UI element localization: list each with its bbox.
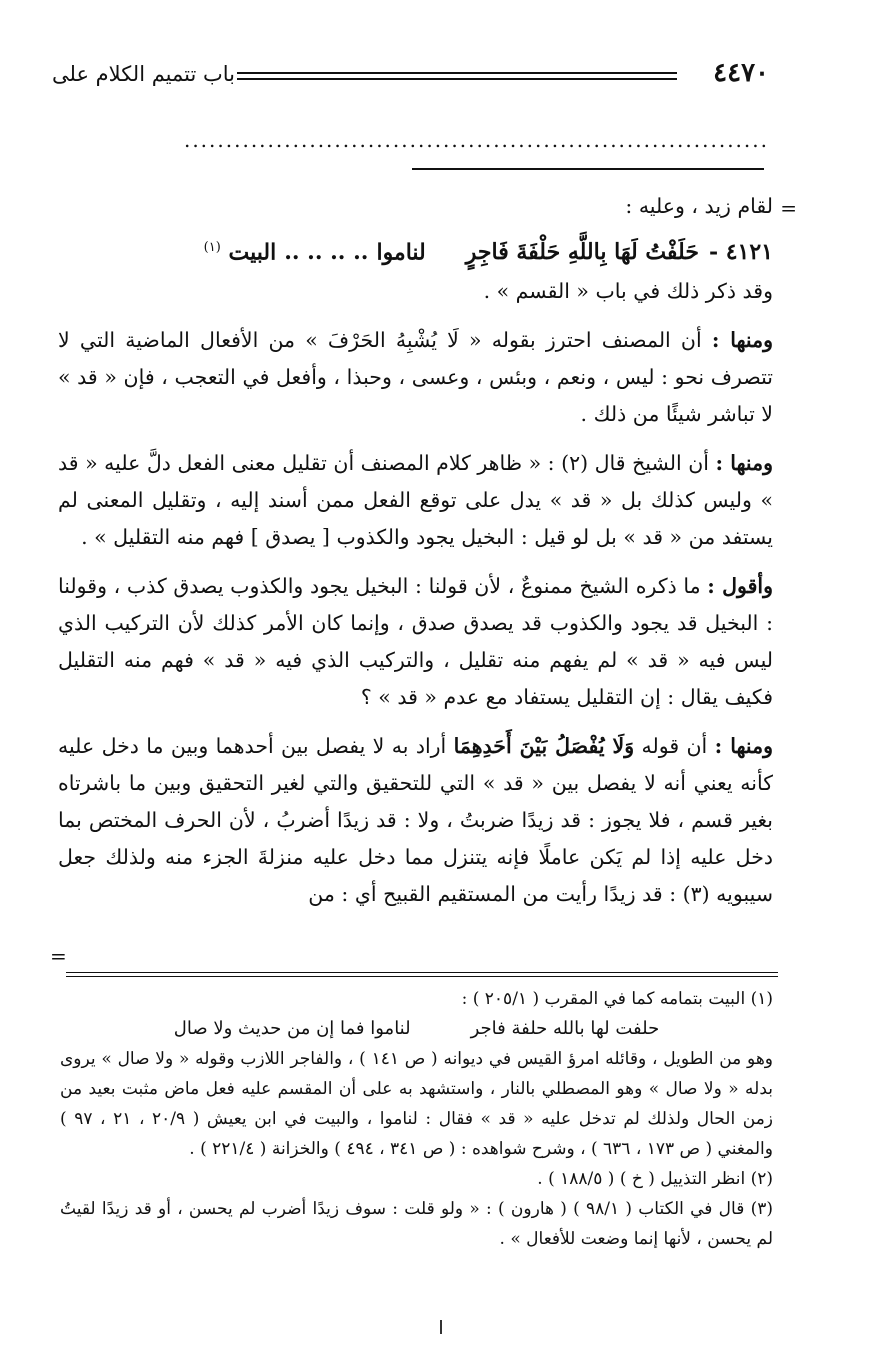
verse-word: البيت	[228, 239, 277, 266]
page-header	[52, 58, 769, 94]
continuation-marker: =	[780, 196, 797, 220]
paragraph-text: أن قوله	[641, 734, 708, 759]
text-line: لقام زيد ، وعليه :	[625, 194, 773, 218]
verse-second-half: لناموا	[376, 239, 426, 266]
paragraph-lead: وأقول :	[707, 574, 773, 599]
paragraph-text: أن الشيخ قال (٢) : « ظاهر كلام المصنف أن تقليل معنى الفعل دلَّ عليه « قد » وليس كذلك بل « قد » يدل على توقع الفعل ممن أسند إليه ، وتقليل المعنى لم يستفد من « قد » بل لو قيل : البخيل يجود والكذوب [ يصدق ] فهم منه التقليل » .	[58, 451, 773, 550]
verse-number: ٤١٢١ -	[708, 239, 773, 266]
margin-mark	[440, 1320, 442, 1334]
verse-dots: .. .. .. ..	[284, 239, 369, 266]
paragraph	[58, 445, 773, 556]
footnote: (٢) انظر التذييل ( خ ) ( ١٨٨/٥ ) .	[537, 1169, 773, 1189]
quoted-text: وَلَا يُفْصَلُ بَيْنَ أَحَدِهِمَا	[453, 734, 635, 759]
running-title: باب تتميم الكلام على	[52, 62, 236, 86]
paragraph-lead: ومنها :	[714, 734, 773, 759]
main-text	[58, 188, 797, 913]
footnote-rule	[66, 972, 778, 977]
paragraph	[58, 568, 773, 716]
footnote-verse	[60, 1014, 773, 1044]
footnotes	[60, 984, 773, 1254]
verse-line	[58, 229, 773, 271]
paragraph-lead: ومنها :	[711, 328, 773, 353]
ellipsis-line: ......................................................................	[183, 128, 769, 152]
footnote-ref: (١)	[203, 240, 221, 255]
footnote-verse-b: لناموا فما إن من حديث ولا صال	[173, 1018, 411, 1039]
paragraph-text: أن المصنف احترز بقوله « لَا يُشْبِهُ الحَرْفَ » من الأفعال الماضية التي لا تتصرف نحو : ليس ، ونعم ، وبئس ، وعسى ، وحبذا ، وأفعل في التعجب ، فإن « قد » لا تباشر شيئًا من ذلك .	[58, 328, 773, 427]
continuation-marker: =	[50, 944, 67, 968]
footnote-text: وهو من الطويل ، وقائله امرؤ القيس في ديوانه ( ص ١٤١ ) ، والفاجر اللازب وقوله « ولا صال » يروى بدله « ولا صال » وهو المصطلي بالنار ، واستشهد به على أن المقسم عليه فعل ماض مثبت بعيد من زمن الحال ولذلك لم تدخل عليه « قد » فقال : لناموا ، والبيت في ابن يعيش ( ٢٠/٩ ، ٢١ ، ٩٧ ) والمغني ( ص ١٧٣ ، ٦٣٦ ) ، وشرح شواهده : ( ص ٣٤١ ، ٤٩٤ ) والخزانة ( ٢٢١/٤ ) .	[60, 1049, 774, 1159]
paragraph-text: ما ذكره الشيخ ممنوعٌ ، لأن قولنا : البخيل يجود والكذوب يصدق كذب ، وقولنا : البخيل قد يجود والكذوب قد يصدق صدق ، وإنما كان الأمر كذلك لأن التركيب الذي ليس فيه « قد » لم يفهم منه تقليل ، والتركيب الذي فيه « قد » فهم منه التقليل فكيف يقال : إن التقليل يستفاد مع عدم « قد » ؟	[58, 574, 773, 710]
paragraph-lead: ومنها :	[715, 451, 774, 476]
paragraph	[58, 322, 773, 433]
header-rule	[237, 72, 677, 80]
text-line: وقد ذكر ذلك في باب « القسم » .	[483, 279, 773, 304]
paragraph-text: أراد به لا يفصل بين أحدهما وبين ما دخل عليه كأنه يعني أنه لا يفصل بين « قد » التي للتحقيق والتي لغير التحقيق وبين ما باشرتاه بغير قسم ، فلا يجوز : قد زيدًا ضربتُ ، ولا : قد زيدًا أضربُ ، لأن الحرف المختص بما دخل عليه إذا لم يَكن عاملًا فإنه يتنزل مما دخل عليه منزلةَ الجزء منه ولذلك جعل سيبويه (٣) : قد زيدًا رأيت من المستقيم القبيح أي : من	[58, 734, 773, 907]
page-number: ٤٤٧٠	[713, 58, 769, 88]
footnote: (١) البيت بتمامه كما في المقرب ( ٢٠٥/١ ) :	[461, 989, 773, 1009]
verse-first-half: حَلَفْتُ لَهَا بِاللَّهِ حَلْفَةَ فَاجِرٍ	[465, 239, 699, 266]
footnote-verse-a: حلفت لها بالله حلفة فاجر	[470, 1018, 660, 1039]
separator-rule	[412, 168, 764, 170]
footnote: (٣) قال في الكتاب ( ٩٨/١ ) ( هارون ) : « ولو قلت : سوف زيدًا أضرب لم يحسن ، أو قد زيدًا لقيتُ لم يحسن ، لأنها إنما وضعت للأفعال » .	[60, 1199, 773, 1249]
paragraph	[58, 728, 773, 913]
